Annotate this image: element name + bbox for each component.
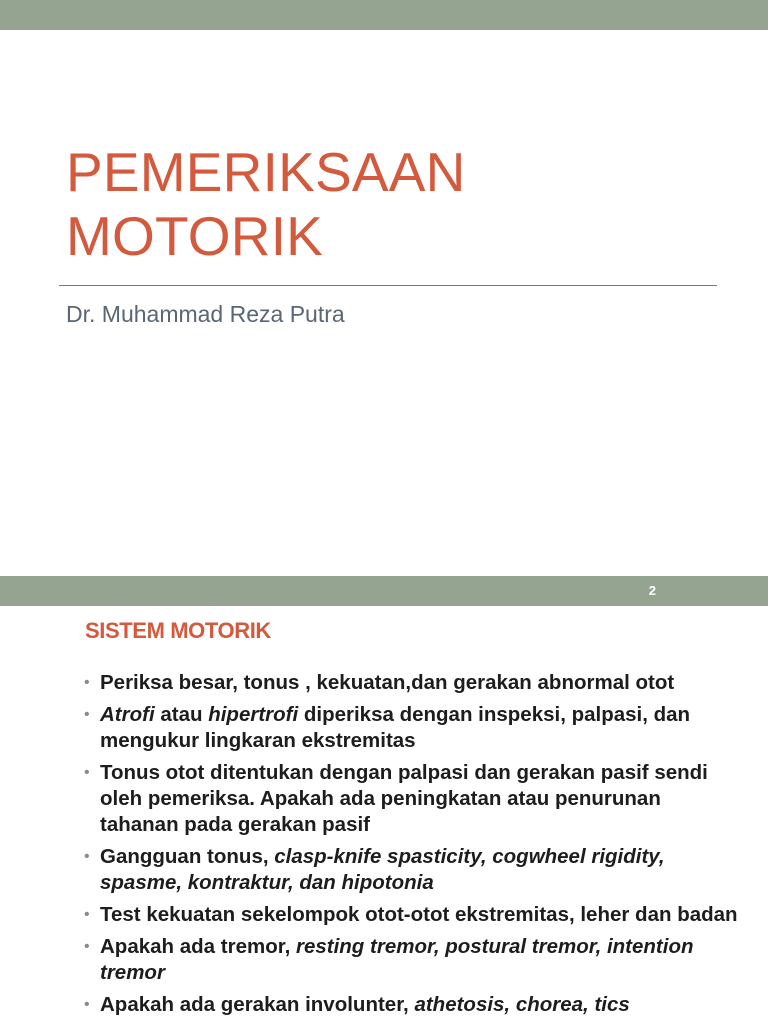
title-divider [59,285,717,286]
bullet-italic-term: hipertrofi [208,703,299,726]
bullet-text: Gangguan tonus, [100,845,275,868]
title-line-2: MOTORIK [66,205,324,267]
bullet-item [0,670,768,696]
bullet-item [0,760,768,838]
slide-1-title [66,140,726,268]
title-line-1: PEMERIKSAAN [66,141,466,203]
bullet-dot: • [84,938,90,955]
bullet-italic-term: athetosis, chorea, tics [414,993,630,1016]
bullet-item [0,702,768,754]
bullet-text: Periksa besar, tonus , kekuatan,dan gerakan abnormal otot [100,671,675,694]
bullet-dot: • [84,674,90,691]
slide-1-top-bar [0,0,768,30]
bullet-text: Apakah ada tremor, [100,935,296,958]
bullet-list [0,670,768,1024]
bullet-dot: • [84,996,90,1013]
bullet-italic-term: Atrofi [100,703,155,726]
bullet-dot: • [84,906,90,923]
bullet-dot: • [84,764,90,781]
bullet-text: Tonus otot ditentukan dengan palpasi dan gerakan pasif sendi oleh pemeriksa. Apakah ada peningkatan atau penurunan tahanan pada gerakan pasif [100,761,708,836]
slide-2-heading: SISTEM MOTORIK [85,618,271,643]
bullet-italic-term: clasp-knife spasticity, cogwheel rigidity, spasme, kontraktur, dan hipotonia [100,845,665,894]
bullet-italic-term: resting tremor, postural tremor, intention tremor [100,935,694,984]
bullet-text: diperiksa dengan inspeksi, palpasi, dan mengukur lingkaran ekstremitas [100,703,691,752]
bullet-dot: • [84,706,90,723]
slide-2-top-bar [0,576,768,606]
bullet-item [0,902,768,928]
slide-1-subtitle: Dr. Muhammad Reza Putra [66,301,345,327]
bullet-text: atau [154,703,209,726]
bullet-dot: • [84,848,90,865]
bullet-item [0,844,768,896]
bullet-text: Test kekuatan sekelompok otot-otot ekstremitas, leher dan badan [100,903,738,926]
slide-number: 2 [648,583,656,598]
bullet-text: Apakah ada gerakan involunter, [100,993,415,1016]
bullet-item [0,934,768,986]
bullet-item [0,992,768,1018]
